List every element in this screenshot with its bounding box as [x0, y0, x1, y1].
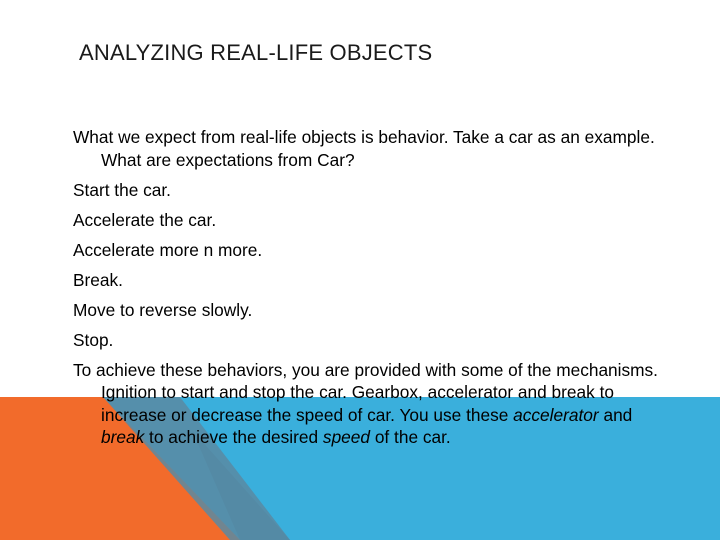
accelerator-emphasis: accelerator — [513, 404, 599, 425]
speed-emphasis: speed — [322, 427, 371, 447]
mechanisms-text-4: of the car. — [370, 427, 451, 447]
break-emphasis: break — [101, 427, 145, 447]
body-line-mechanisms — [73, 359, 673, 449]
body-line-start: Start the car. — [73, 179, 171, 200]
mechanisms-text-2: and — [598, 404, 633, 425]
body-line-accelerate-more: Accelerate more n more. — [73, 239, 263, 260]
body-line-reverse: Move to reverse slowly. — [73, 299, 253, 320]
slide-body — [73, 126, 673, 456]
body-line-accelerate: Accelerate the car. — [73, 209, 217, 230]
body-line-intro: What we expect from real-life objects is behavior. Take a car as an example. What are expectations from Car? — [73, 127, 655, 170]
mechanisms-text-1: To achieve these behaviors, you are provided with some of the mechanisms. Ignition to start and stop the car. Gearbox, accelerator and break to increase or decrease the speed of car. You use these — [73, 359, 658, 425]
body-line-break: Break. — [73, 269, 123, 290]
body-line-stop: Stop. — [73, 329, 114, 350]
slide-title: ANALYZING REAL-LIFE OBJECTS — [79, 40, 433, 65]
mechanisms-text-3: to achieve the desired — [144, 427, 323, 447]
